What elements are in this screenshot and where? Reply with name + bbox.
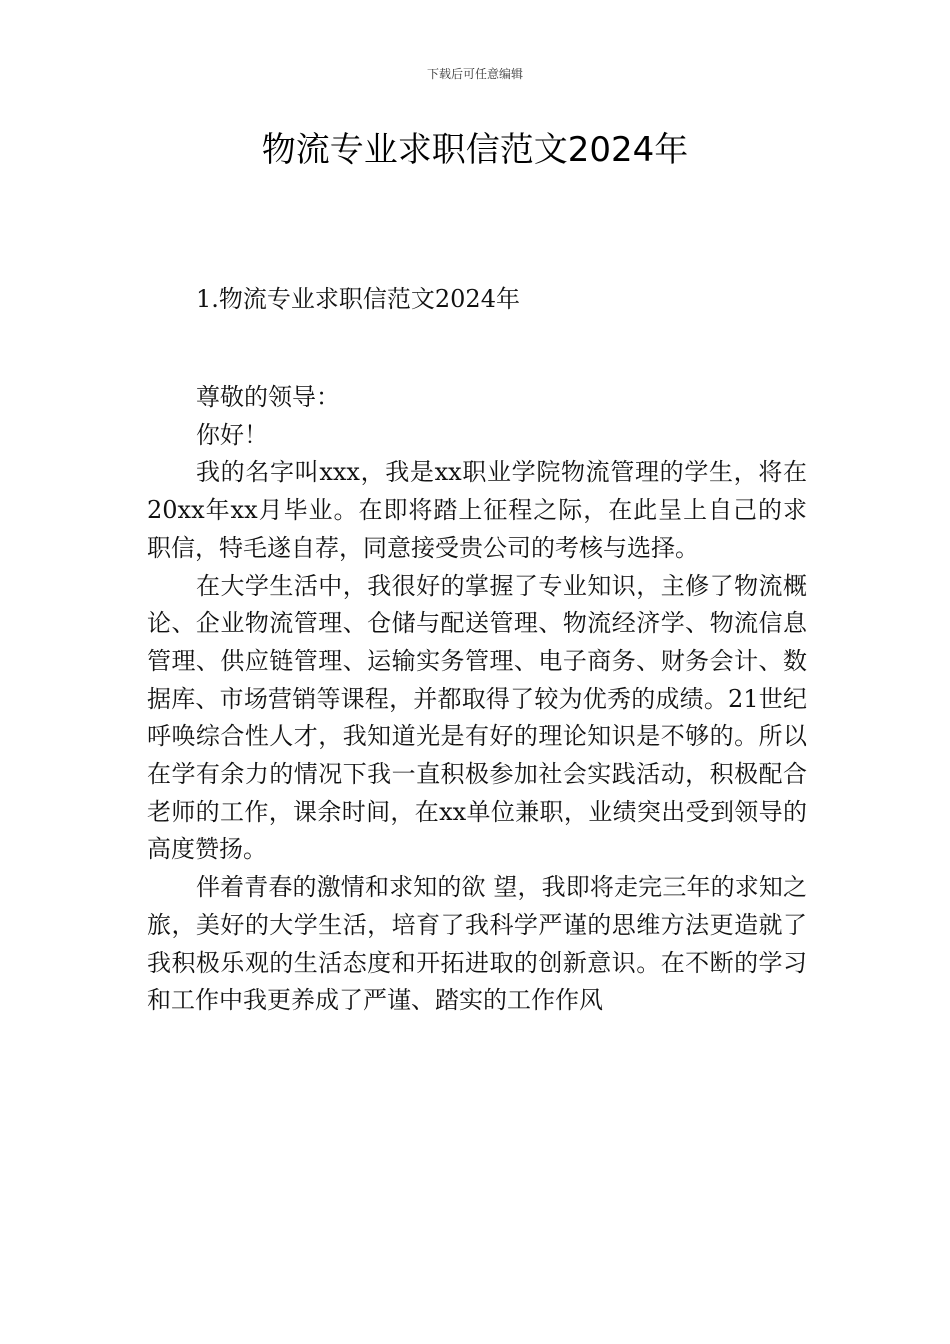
greeting: 你好！	[196, 420, 268, 449]
document-title: 物流专业求职信范文2024年	[261, 130, 689, 170]
paragraph-studies: 在大学生活中，我很好的掌握了专业知识，主修了物流概论、企业物流管理、仓储与配送管理、物流经济学、物流信息管理、供应链管理、运输实务管理、电子商务、财务会计、数据库、市场营销等课程，并都取得了较为优秀的成绩。21世纪呼唤综合性人才，我知道光是有好的理论知识是不够的。所以在学有余力的情况下我一直积极参加社会实践活动，积极配合老师的工作，课余时间，在xx单位兼职，业绩突出受到领导的高度赞扬。	[147, 571, 807, 864]
paragraph-growth: 伴着青春的激情和求知的欲 望，我即将走完三年的求知之旅，美好的大学生活，培育了我科学严谨的思维方法更造就了我积极乐观的生活态度和开拓进取的创新意识。在不断的学习和工作中我更养成了严谨、踏实的工作作风	[147, 873, 807, 1015]
header-note: 下载后可任意编辑	[426, 67, 523, 81]
letter-body	[147, 379, 807, 1020]
paragraph-intro: 我的名字叫xxx，我是xx职业学院物流管理的学生，将在20xx年xx月毕业。在即将踏上征程之际，在此呈上自己的求职信，特毛遂自荐，同意接受贵公司的考核与选择。	[147, 458, 807, 562]
salutation: 尊敬的领导：	[196, 383, 340, 411]
section-heading: 1.物流专业求职信范文2024年	[196, 285, 520, 313]
